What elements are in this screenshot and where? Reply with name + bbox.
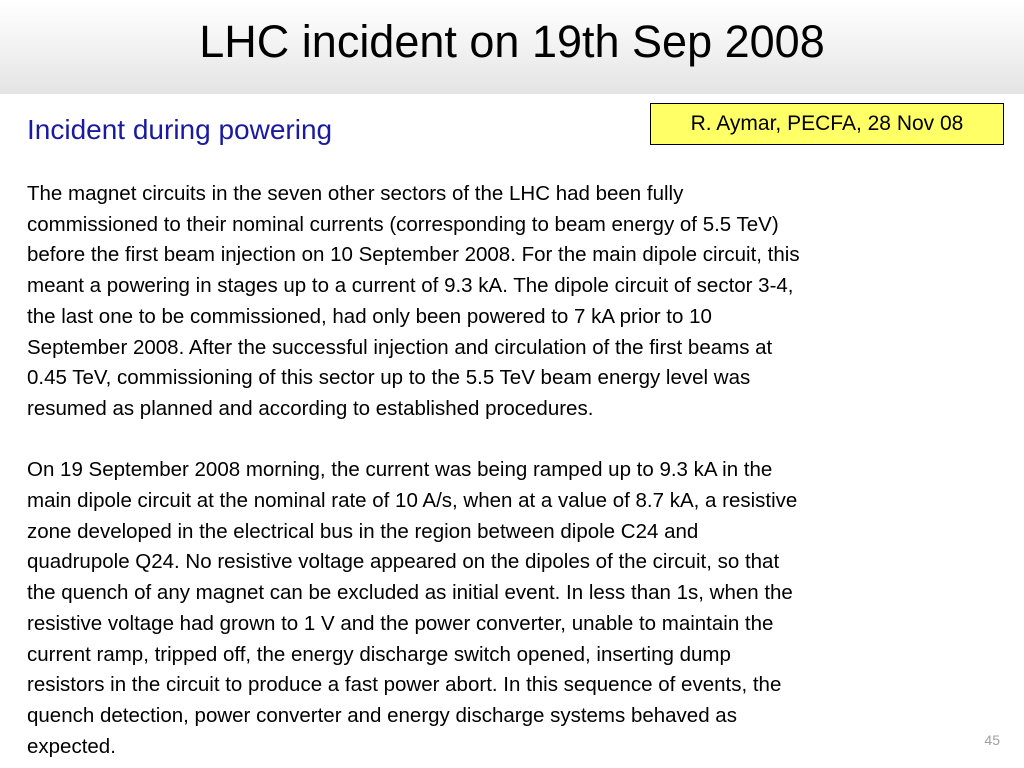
paragraph-1	[27, 179, 997, 425]
text-line: zone developed in the electrical bus in the region between dipole C24 and	[27, 519, 699, 543]
text-line: main dipole circuit at the nominal rate of 10 A/s, when at a value of 8.7 kA, a resistive	[27, 489, 798, 513]
text-line: 0.45 TeV, commissioning of this sector up to the 5.5 TeV beam energy level was	[27, 366, 751, 390]
text-line: before the first beam injection on 10 September 2008. For the main dipole circuit, this	[27, 243, 800, 267]
text-line: resistors in the circuit to produce a fast power abort. In this sequence of events, the	[27, 673, 782, 697]
text-line: expected.	[27, 734, 116, 758]
text-line: commissioned to their nominal currents (corresponding to beam energy of 5.5 TeV)	[27, 212, 779, 236]
slide-title: LHC incident on 19th Sep 2008	[199, 16, 825, 67]
body-text	[27, 179, 997, 762]
text-line: the last one to be commissioned, had only been powered to 7 kA prior to 10	[27, 304, 712, 328]
text-line: quadrupole Q24. No resistive voltage appeared on the dipoles of the circuit, so that	[27, 550, 780, 574]
paragraph-2	[27, 455, 997, 762]
text-line: resumed as planned and according to established procedures.	[27, 396, 594, 420]
text-line: meant a powering in stages up to a current of 9.3 kA. The dipole circuit of sector 3-4,	[27, 274, 794, 298]
citation-box: R. Aymar, PECFA, 28 Nov 08	[650, 103, 1004, 145]
text-line: resistive voltage had grown to 1 V and the power converter, unable to maintain the	[27, 611, 774, 635]
text-line: September 2008. After the successful injection and circulation of the first beams at	[27, 335, 773, 359]
text-line: quench detection, power converter and energy discharge systems behaved as	[27, 703, 737, 727]
section-subtitle: Incident during powering	[27, 114, 333, 145]
page-number: 45	[984, 732, 1000, 748]
text-line: current ramp, tripped off, the energy discharge switch opened, inserting dump	[27, 642, 731, 666]
text-line: the quench of any magnet can be excluded as initial event. In less than 1s, when the	[27, 581, 793, 605]
text-line: The magnet circuits in the seven other sectors of the LHC had been fully	[27, 182, 684, 205]
text-line: On 19 September 2008 morning, the current was being ramped up to 9.3 kA in the	[27, 458, 773, 482]
title-bar	[0, 0, 1024, 94]
